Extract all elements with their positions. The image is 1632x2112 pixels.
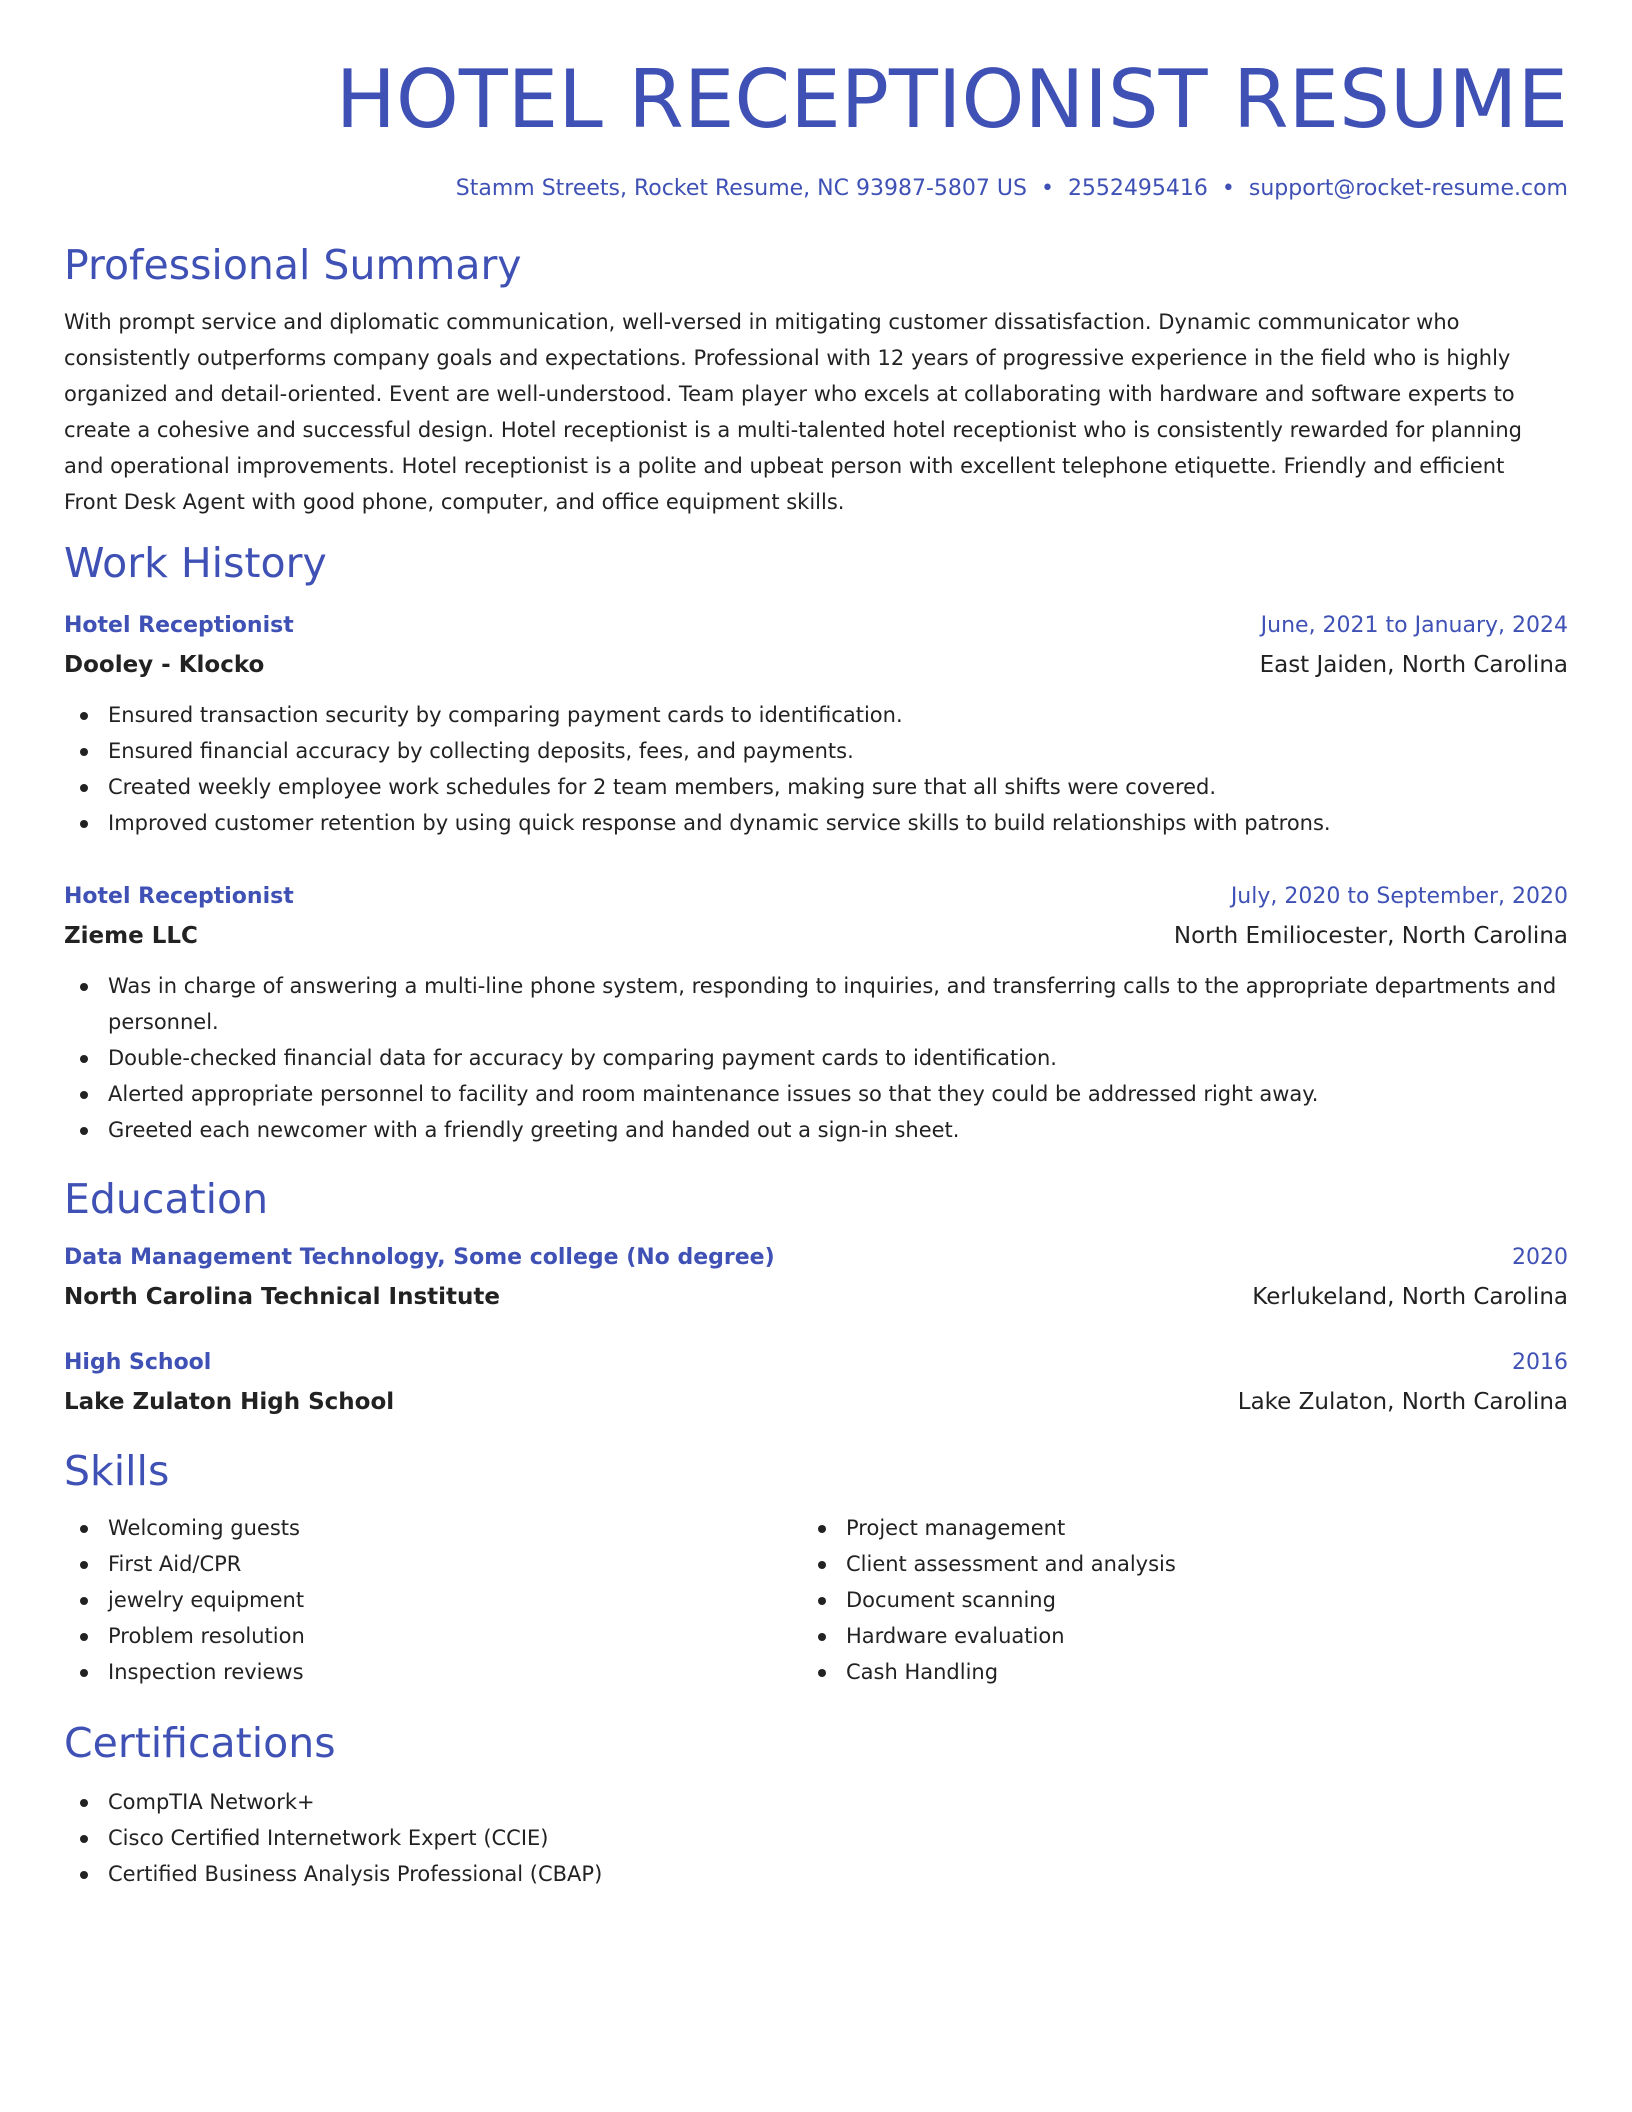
section-title-work-history: Work History xyxy=(64,539,327,587)
graduation-year: 2020 xyxy=(1512,1245,1568,1270)
skill-item: Cash Handling xyxy=(802,1654,1540,1690)
job-dates: June, 2021 to January, 2024 xyxy=(1260,613,1568,638)
job-entry xyxy=(64,881,1568,1148)
list-item: Greeted each newcomer with a friendly greeting and handed out a sign-in sheet. xyxy=(64,1112,1568,1148)
job-bullets xyxy=(64,968,1568,1148)
certification-item: Cisco Certified Internetwork Expert (CCIE) xyxy=(64,1820,1568,1856)
skills-columns xyxy=(64,1510,1568,1690)
phone: 2552495416 xyxy=(1067,176,1208,201)
skill-item: Project management xyxy=(802,1510,1540,1546)
job-location: East Jaiden, North Carolina xyxy=(1259,652,1568,678)
list-item: Ensured financial accuracy by collecting deposits, fees, and payments. xyxy=(64,733,1568,769)
certifications-list xyxy=(64,1784,1568,1892)
education-section xyxy=(64,1174,1568,1418)
list-item: Was in charge of answering a multi-line phone system, responding to inquiries, and transferring calls to the appropriate departments and personnel. xyxy=(64,968,1568,1040)
separator-dot: • xyxy=(1221,176,1235,201)
skill-item: Inspection reviews xyxy=(64,1654,802,1690)
summary-text: With prompt service and diplomatic communication, well-versed in mitigating customer dissatisfaction. Dynamic communicator who consistently outperforms company goals and expectations. Professional with 12 years of progressive experience in the field who is highly organized and detail-oriented. Event are well-understood. Team player who excels at collaborating with hardware and software experts to create a cohesive and successful design. Hotel receptionist is a multi-talented hotel receptionist who is consistently rewarded for planning and operational improvements. Hotel receptionist is a polite and upbeat person with excellent telephone etiquette. Friendly and efficient Front Desk Agent with good phone, computer, and office equipment skills. xyxy=(64,310,1522,514)
graduation-year: 2016 xyxy=(1512,1350,1568,1375)
skill-item: jewelry equipment xyxy=(64,1582,802,1618)
school-name: Lake Zulaton High School xyxy=(64,1389,395,1415)
job-bullets xyxy=(64,697,1568,841)
job-location: North Emiliocester, North Carolina xyxy=(1173,923,1568,949)
degree: High School xyxy=(64,1350,212,1375)
school-name: North Carolina Technical Institute xyxy=(64,1284,500,1310)
resume-header xyxy=(64,50,1568,204)
list-item: Alerted appropriate personnel to facility and room maintenance issues so that they could be addressed right away. xyxy=(64,1076,1568,1112)
address: Stamm Streets, Rocket Resume, NC 93987-5807 US xyxy=(455,176,1027,201)
section-title-skills: Skills xyxy=(64,1447,170,1495)
skills-section xyxy=(64,1446,1568,1690)
skills-list-left xyxy=(64,1510,802,1690)
certification-item: Certified Business Analysis Professional (CBAP) xyxy=(64,1856,1568,1892)
list-item: Improved customer retention by using quick response and dynamic service skills to build relationships with patrons. xyxy=(64,805,1568,841)
section-title-summary: Professional Summary xyxy=(64,241,522,289)
job-title: Hotel Receptionist xyxy=(64,884,294,909)
company-name: Zieme LLC xyxy=(64,923,198,949)
job-title: Hotel Receptionist xyxy=(64,613,294,638)
degree: Data Management Technology, Some college (No degree) xyxy=(64,1245,775,1270)
job-entry xyxy=(64,610,1568,841)
certifications-section xyxy=(64,1718,1568,1892)
skill-item: Problem resolution xyxy=(64,1618,802,1654)
work-history-section xyxy=(64,538,1568,1148)
list-item: Double-checked financial data for accuracy by comparing payment cards to identification. xyxy=(64,1040,1568,1076)
certification-item: CompTIA Network+ xyxy=(64,1784,1568,1820)
summary-section xyxy=(64,240,1568,520)
company-name: Dooley - Klocko xyxy=(64,652,265,678)
list-item: Created weekly employee work schedules for 2 team members, making sure that all shifts were covered. xyxy=(64,769,1568,805)
skill-item: Document scanning xyxy=(802,1582,1540,1618)
list-item: Ensured transaction security by comparing payment cards to identification. xyxy=(64,697,1568,733)
skills-list-right xyxy=(802,1510,1540,1690)
school-location: Kerlukeland, North Carolina xyxy=(1252,1284,1568,1310)
resume-title: HOTEL RECEPTIONIST RESUME xyxy=(335,53,1568,146)
skill-item: Welcoming guests xyxy=(64,1510,802,1546)
education-entry xyxy=(64,1242,1568,1313)
contact-line xyxy=(64,174,1568,204)
separator-dot: • xyxy=(1040,176,1054,201)
skill-item: Hardware evaluation xyxy=(802,1618,1540,1654)
job-dates: July, 2020 to September, 2020 xyxy=(1230,884,1568,909)
email-link[interactable]: support@rocket-resume.com xyxy=(1248,176,1568,201)
section-title-education: Education xyxy=(64,1175,269,1223)
skill-item: Client assessment and analysis xyxy=(802,1546,1540,1582)
skill-item: First Aid/CPR xyxy=(64,1546,802,1582)
section-title-certifications: Certifications xyxy=(64,1719,336,1767)
education-entry xyxy=(64,1347,1568,1418)
school-location: Lake Zulaton, North Carolina xyxy=(1237,1389,1568,1415)
